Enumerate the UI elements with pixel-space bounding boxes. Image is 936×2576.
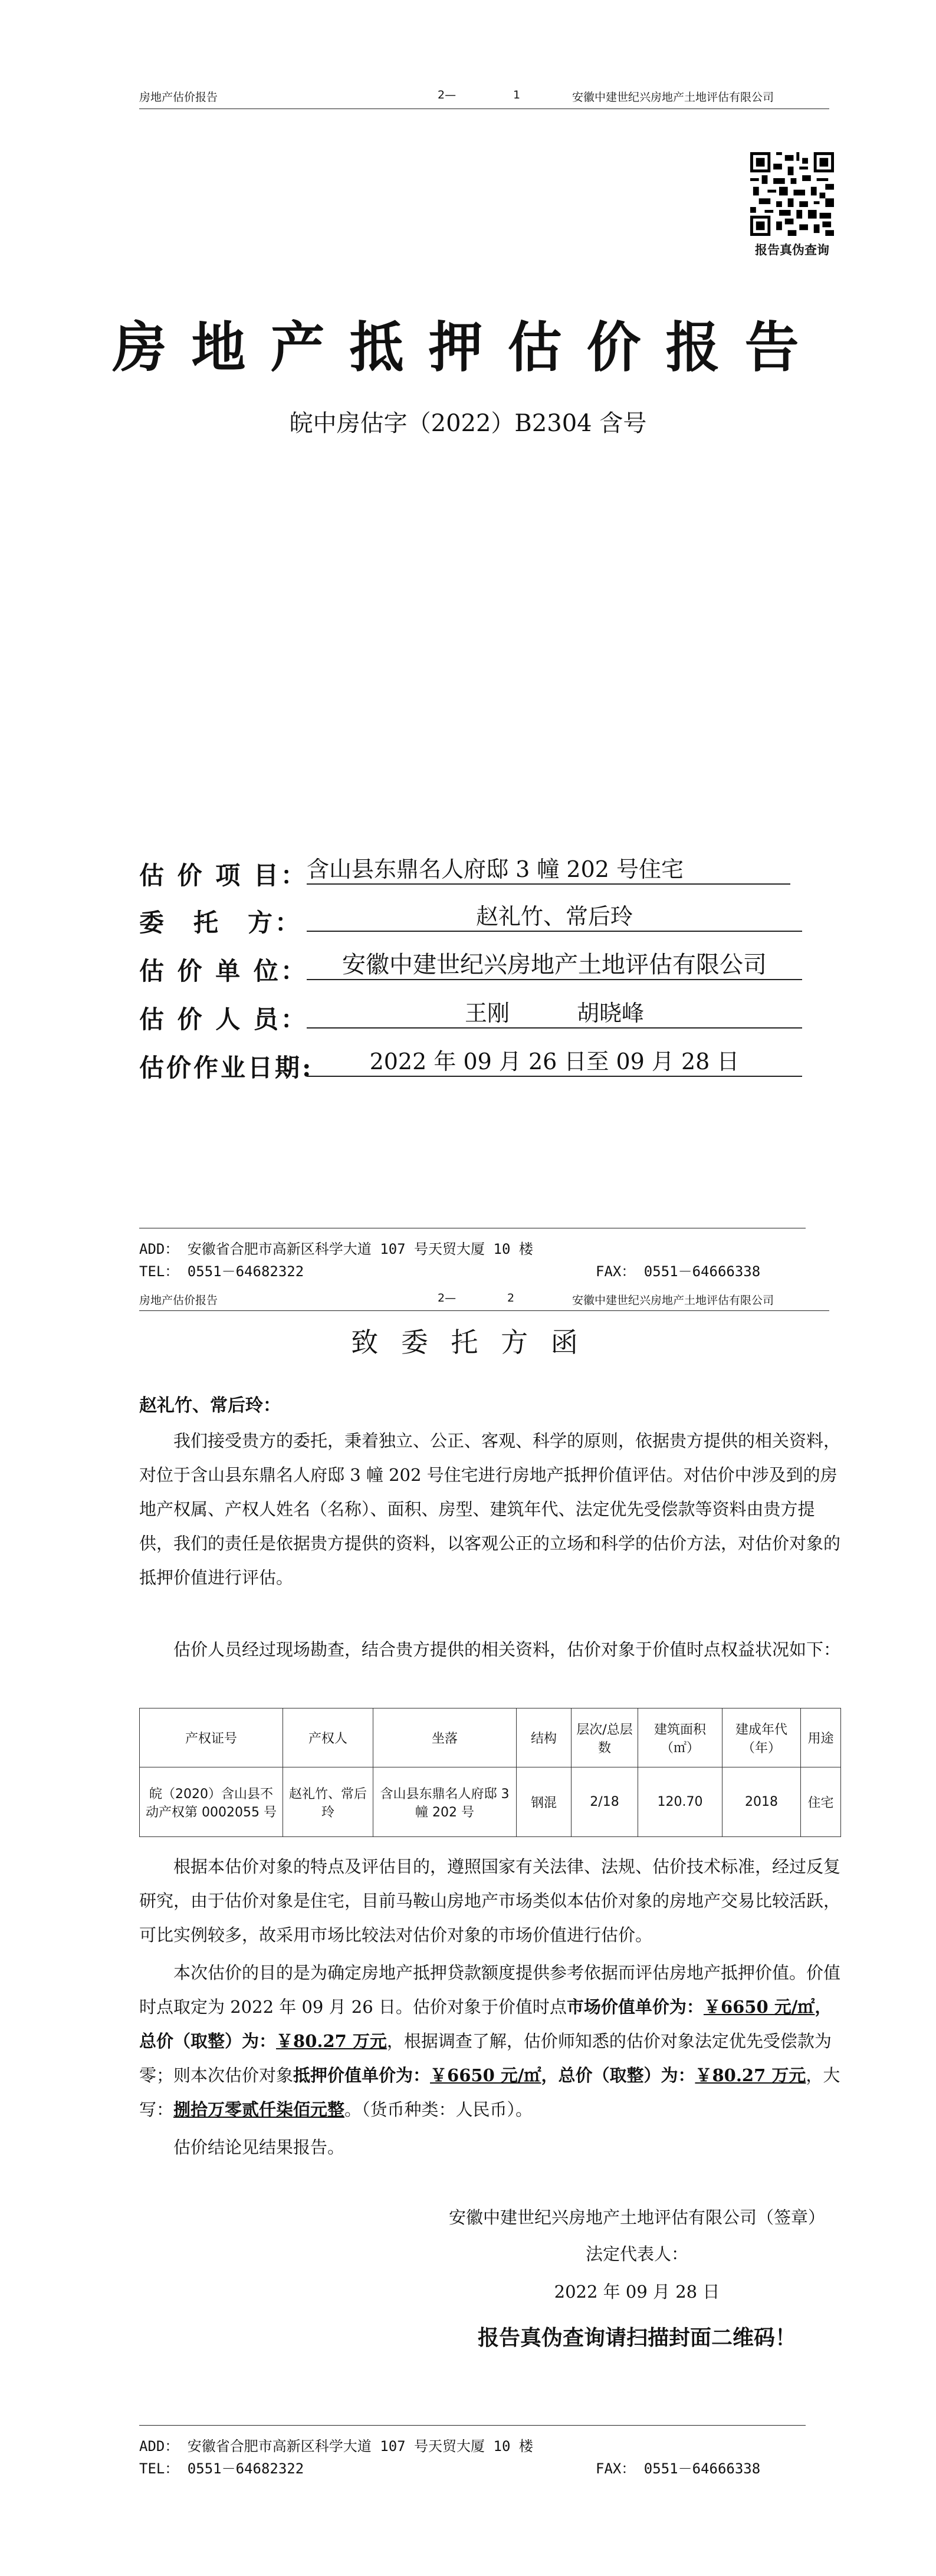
field-label-appraiser-company: 估 价 单 位： (139, 957, 308, 985)
table-header-location: 坐落 (373, 1708, 517, 1767)
page2-footer-rule (139, 2425, 806, 2426)
page1-footer-address: ADD： 安徽省合肥市高新区科学大道 107 号天贸大厦 10 楼 (139, 1241, 533, 1257)
field-value-appraiser-company: 安徽中建世纪兴房地产土地评估有限公司 (307, 951, 802, 980)
para4-text-f: ，根据调查了解，估价师知悉的估价对象法定优先受偿款为零 (139, 2031, 832, 2085)
page1-footer-tel: TEL： 0551－64682322 (139, 1263, 304, 1280)
page1-page-number: 1 (513, 88, 521, 101)
letter-paragraph-1: 我们接受贵方的委托，秉着独立、公正、客观、科学的原则，依据贵方提供的相关资料，对位于含山县东鼎名人府邸 3 幢 202 号住宅进行房地产抵押价值评估。对估价中涉及到的房地产权属、产权人姓名（名称）、面积、房型、建筑年代、法定优先受偿款等资料由贵方提供，我们的责任是依据贵方提供的资料，以客观公正的立场和科学的估价方法，对估价对象的抵押价值进行评估。 (139, 1431, 841, 1588)
table-cell-cert: 皖（2020）含山县不动产权第 0002055 号 (140, 1767, 283, 1837)
market-total-label: ，总价（取整）为： (139, 1997, 832, 2051)
signature-date: 2022 年 09 月 28 日 (554, 2282, 720, 2302)
amount-in-words: 捌拾万零贰仟柒佰元整 (173, 2099, 345, 2120)
field-value-client: 赵礼竹、常后玲 (307, 902, 802, 932)
field-label-work-date: 估价作业日期: (139, 1053, 314, 1082)
mortgage-unit-price-label: 抵押价值单价为： (293, 2065, 431, 2085)
page2-header-mid: 2— (438, 1292, 456, 1305)
table-header-usage: 用途 (801, 1708, 841, 1767)
table-header-year: 建成年代（年） (722, 1708, 801, 1767)
page1-footer-fax: FAX： 0551－64666338 (596, 1263, 761, 1280)
page2-header-right: 安徽中建世纪兴房地产土地评估有限公司 (572, 1294, 774, 1307)
letter-paragraph-4 (139, 1956, 841, 2127)
mortgage-total-value: ￥80.27 万元 (695, 2065, 806, 2085)
table-header-owner: 产权人 (283, 1708, 373, 1767)
para4-text-a: 本次估价的目的是为确定房地产抵押贷款额度提供参考依据而评估房地产抵押价值。价值时点取定为 2022 年 09 月 26 日。估价对象于价值时点 (139, 1963, 841, 2017)
page2-footer-tel: TEL： 0551－64682322 (139, 2460, 304, 2477)
para4-text-n: 。（货币种类：人民币）。 (344, 2099, 533, 2120)
field-value-project: 含山县东鼎名人府邸 3 幢 202 号住宅 (307, 855, 790, 885)
page2-footer-address: ADD： 安徽省合肥市高新区科学大道 107 号天贸大厦 10 楼 (139, 2438, 533, 2455)
market-unit-price-label: 市场价值单价为： (566, 1997, 704, 2017)
table-header-row (140, 1708, 841, 1767)
letter-paragraph-3: 根据本估价对象的特点及评估目的，遵照国家有关法律、法规、估价技术标准，经过反复研究，由于估价对象是住宅，目前马鞍山房地产市场类似本估价对象的房地产交易比较活跃，可比实例较多，故采用市场比较法对估价对象的市场价值进行估价。 (139, 1857, 841, 1945)
page2-header-left: 房地产估价报告 (139, 1294, 218, 1307)
table-cell-location: 含山县东鼎名人府邸 3 幢 202 号 (373, 1767, 517, 1837)
table-row (140, 1767, 841, 1837)
property-rights-table (139, 1708, 841, 1837)
page1-header-right: 安徽中建世纪兴房地产土地评估有限公司 (572, 91, 774, 104)
table-header-area: 建筑面积（㎡） (638, 1708, 722, 1767)
table-cell-usage: 住宅 (801, 1767, 841, 1837)
page2-header-rule (139, 1310, 829, 1311)
qr-code-icon (750, 152, 834, 236)
page2-footer-fax: FAX： 0551－64666338 (596, 2460, 761, 2477)
para4-text-l: ，大写： (139, 2065, 840, 2120)
market-unit-price-value: ￥6650 元/㎡ (703, 1997, 815, 2017)
field-label-client: 委 托 方： (139, 908, 303, 937)
table-cell-floor: 2/18 (572, 1767, 638, 1837)
table-cell-area: 120.70 (638, 1767, 722, 1837)
qr-verify-notice: 报告真伪查询请扫描封面二维码！ (477, 2325, 796, 2350)
page1-header-mid: 2— (438, 88, 456, 101)
page2-page-number: 2 (507, 1292, 515, 1305)
field-value-work-date: 2022 年 09 月 26 日至 09 月 28 日 (307, 1047, 802, 1077)
market-total-value: ￥80.27 万元 (276, 2031, 387, 2051)
letter-salutation: 赵礼竹、常后玲： (139, 1395, 281, 1416)
para4-text-g: ；则本次估价对象 (156, 2065, 294, 2085)
page1-header-left: 房地产估价报告 (139, 91, 218, 104)
letter-paragraph-5: 估价结论见结果报告。 (173, 2137, 345, 2157)
table-header-structure: 结构 (517, 1708, 572, 1767)
field-label-appraisers: 估 价 人 员： (139, 1005, 308, 1034)
letter-title: 致 委 托 方 函 (351, 1326, 585, 1358)
field-value-appraisers: 王刚 胡晓峰 (307, 999, 802, 1029)
mortgage-total-label: ，总价（取整）为： (541, 2065, 695, 2085)
table-cell-structure: 钢混 (517, 1767, 572, 1837)
table-header-floor: 层次/总层数 (572, 1708, 638, 1767)
table-cell-owner: 赵礼竹、常后玲 (283, 1767, 373, 1837)
table-header-cert: 产权证号 (140, 1708, 283, 1767)
report-number: 皖中房估字（2022）B2304 含号 (289, 410, 647, 437)
table-cell-year: 2018 (722, 1767, 801, 1837)
field-label-project: 估 价 项 目： (139, 861, 308, 890)
signature-company: 安徽中建世纪兴房地产土地评估有限公司（签章） (448, 2207, 825, 2227)
qr-caption: 报告真伪查询 (755, 243, 829, 257)
signature-legal-rep: 法定代表人： (585, 2244, 688, 2264)
letter-paragraph-2: 估价人员经过现场勘查，结合贵方提供的相关资料，估价对象于价值时点权益状况如下： (173, 1639, 841, 1660)
mortgage-unit-price-value: ￥6650 元/㎡ (430, 2065, 541, 2085)
report-title: 房地产抵押估价报告 (112, 316, 824, 379)
